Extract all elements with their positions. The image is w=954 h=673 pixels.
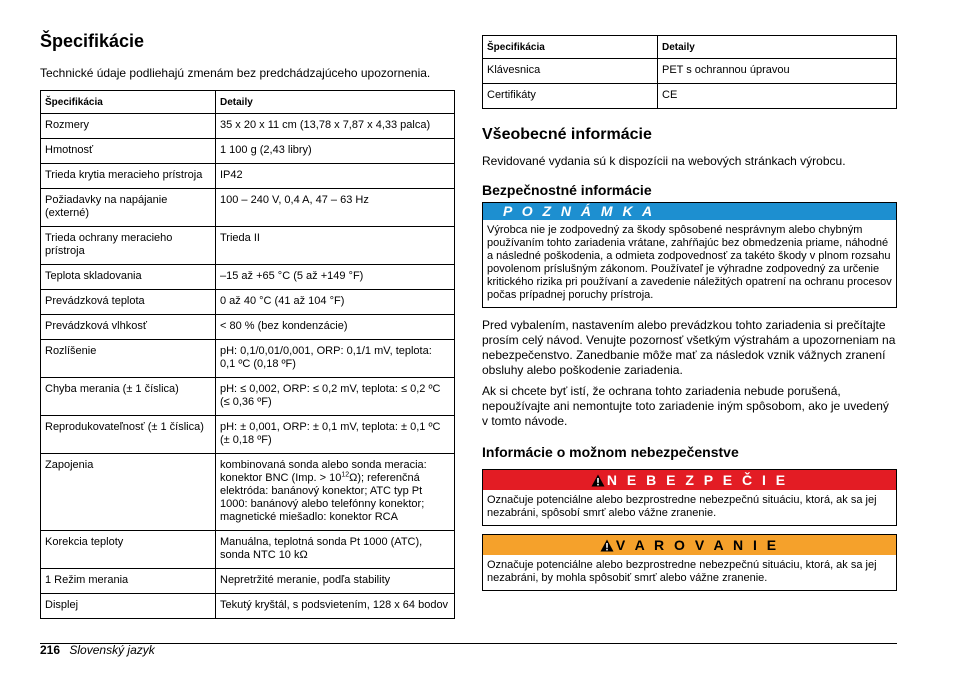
table-header-details: Detaily xyxy=(658,36,897,59)
specifications-table-continued xyxy=(482,35,897,109)
spec-name-cell: Certifikáty xyxy=(483,84,658,109)
table-row xyxy=(41,569,455,594)
spec-detail-cell: 35 x 20 x 11 cm (13,78 x 7,87 x 4,33 palca) xyxy=(216,114,455,139)
right-column xyxy=(482,35,897,599)
danger-text: Označuje potenciálne alebo bezprostredne nebezpečnú situáciu, ktorá, ak sa jej nezabráni, spôsobí smrť alebo vážne zranenie. xyxy=(487,494,877,519)
table-row xyxy=(41,454,455,531)
page-footer xyxy=(40,643,155,657)
table-row xyxy=(41,114,455,139)
danger-header xyxy=(483,470,896,490)
spec-name-cell: Rozlíšenie xyxy=(41,340,216,378)
spec-name-cell: Hmotnosť xyxy=(41,139,216,164)
table-row xyxy=(483,59,897,84)
table-header-spec: Špecifikácia xyxy=(41,91,216,114)
left-column xyxy=(40,30,455,619)
spec-detail-cell xyxy=(216,454,455,531)
specifications-table-body xyxy=(41,114,455,619)
safety-info-heading: Bezpečnostné informácie xyxy=(482,182,652,198)
connections-exponent: 12 xyxy=(341,471,350,479)
spec-name-cell: Prevádzková teplota xyxy=(41,290,216,315)
spec-detail-cell: 100 – 240 V, 0,4 A, 47 – 63 Hz xyxy=(216,189,455,227)
warning-triangle-icon xyxy=(600,538,614,557)
table-row xyxy=(41,531,455,569)
specs-intro: Technické údaje podliehajú zmenám bez predchádzajúceho upozornenia. xyxy=(40,66,431,80)
safety-paragraph-2: Ak si chcete byť istí, že ochrana tohto zariadenia nebude porušená, nepoužívajte ani nemontujte toto zariadenie iným spôsobom, ako je uvedený v tomto návode. xyxy=(482,384,889,428)
table-row xyxy=(41,265,455,290)
spec-name-cell: Trieda krytia meracieho prístroja xyxy=(41,164,216,189)
spec-name-cell: Požiadavky na napájanie (externé) xyxy=(41,189,216,227)
spec-name-cell: Displej xyxy=(41,594,216,619)
spec-name-cell: 1 Režim merania xyxy=(41,569,216,594)
note-text: Výrobca nie je zodpovedný za škody spôsobené nesprávnym alebo chybným používaním tohto zariadenia vrátane, zahŕňajúc bez obmedzenia priame, náhodné a následné poškodenia, a odmieta zodpovednosť za takéto škody v plnom rozsahu povolenom príslušným zákonom. Používateľ je výhradne zodpovedný za určenie kritického rizika pri používaní a zavedenie náležitých opatrení na ochranu procesov počas prípadnej poruchy prístroja. xyxy=(487,224,892,301)
table-row xyxy=(41,416,455,454)
connections-text-end: Ω); referenčná elektróda: banánový konektor; ATC typ Pt 1000: banánový alebo telefónny konektor; magnetické miešadlo: konektor RCA xyxy=(220,472,425,523)
spec-name-cell: Klávesnica xyxy=(483,59,658,84)
table-row xyxy=(41,164,455,189)
table-row xyxy=(41,594,455,619)
general-info-heading: Všeobecné informácie xyxy=(482,126,652,143)
specifications-table-body xyxy=(483,59,897,109)
specifications-table xyxy=(40,90,455,619)
page-title: Špecifikácie xyxy=(40,31,145,51)
note-box xyxy=(482,202,897,308)
spec-detail-cell: Tekutý kryštál, s podsvietením, 128 x 64 bodov xyxy=(216,594,455,619)
warning-triangle-icon xyxy=(591,473,605,492)
danger-box xyxy=(482,469,897,526)
table-row xyxy=(41,227,455,265)
spec-detail-cell: pH: 0,1/0,01/0,001, ORP: 0,1/1 mV, teplota: 0,1 ºC (0,18 ºF) xyxy=(216,340,455,378)
table-header-details: Detaily xyxy=(216,91,455,114)
table-row xyxy=(41,189,455,227)
spec-detail-cell: pH: ≤ 0,002, ORP: ≤ 0,2 mV, teplota: ≤ 0,2 ºC (≤ 0,36 ºF) xyxy=(216,378,455,416)
warning-label: V A R O V A N I E xyxy=(615,537,780,553)
table-row xyxy=(483,84,897,109)
table-header-row xyxy=(41,91,455,114)
spec-detail-cell: CE xyxy=(658,84,897,109)
hazard-info-heading: Informácie o možnom nebezpečenstve xyxy=(482,444,739,460)
spec-name-cell: Reprodukovateľnosť (± 1 číslica) xyxy=(41,416,216,454)
warning-box xyxy=(482,534,897,591)
spec-detail-cell: pH: ± 0,001, ORP: ± 0,1 mV, teplota: ± 0,1 ºC (± 0,18 ºF) xyxy=(216,416,455,454)
spec-detail-cell: Manuálna, teplotná sonda Pt 1000 (ATC), sonda NTC 10 kΩ xyxy=(216,531,455,569)
spec-name-cell: Prevádzková vlhkosť xyxy=(41,315,216,340)
spec-name-cell: Korekcia teploty xyxy=(41,531,216,569)
spec-detail-cell: Nepretržité meranie, podľa stability xyxy=(216,569,455,594)
warning-text: Označuje potenciálne alebo bezprostredne nebezpečnú situáciu, ktorá, ak sa jej nezabráni, by mohla spôsobiť smrť alebo vážne zranenie. xyxy=(487,559,877,584)
table-row xyxy=(41,315,455,340)
table-row xyxy=(41,340,455,378)
danger-label: N E B E Z P E Č I E xyxy=(606,472,789,488)
spec-detail-cell: –15 až +65 °C (5 až +149 °F) xyxy=(216,265,455,290)
spec-detail-cell: Trieda II xyxy=(216,227,455,265)
general-info-text: Revidované vydania sú k dispozícii na webových stránkach výrobcu. xyxy=(482,154,846,168)
spec-name-cell: Zapojenia xyxy=(41,454,216,531)
footer-language: Slovenský jazyk xyxy=(69,643,155,657)
spec-detail-cell: 1 100 g (2,43 libry) xyxy=(216,139,455,164)
table-header-row xyxy=(483,36,897,59)
table-header-spec: Špecifikácia xyxy=(483,36,658,59)
table-row xyxy=(41,378,455,416)
spec-name-cell: Rozmery xyxy=(41,114,216,139)
spec-name-cell: Trieda ochrany meracieho prístroja xyxy=(41,227,216,265)
safety-paragraph-1: Pred vybalením, nastavením alebo prevádzkou tohto zariadenia si prečítajte prosím celý návod. Venujte pozornosť všetkým výstrahám a upozorneniam na nebezpečenstvo. Zanedbanie môže mať za následok vznik vážnych zranení obsluhy alebo poškodenie zariadenia. xyxy=(482,318,896,377)
spec-detail-cell: 0 až 40 °C (41 až 104 °F) xyxy=(216,290,455,315)
spec-detail-cell: PET s ochrannou úpravou xyxy=(658,59,897,84)
spec-name-cell: Chyba merania (± 1 číslica) xyxy=(41,378,216,416)
spec-detail-cell: < 80 % (bez kondenzácie) xyxy=(216,315,455,340)
page-number: 216 xyxy=(40,643,61,657)
warning-header xyxy=(483,535,896,555)
table-row xyxy=(41,290,455,315)
note-label: P O Z N Á M K A xyxy=(483,203,896,220)
connections-text-start: kombinovaná sonda alebo sonda meracia: konektor BNC (Imp. > 10 xyxy=(220,459,427,484)
spec-name-cell: Teplota skladovania xyxy=(41,265,216,290)
spec-detail-cell: IP42 xyxy=(216,164,455,189)
footer-rule xyxy=(40,643,897,644)
table-row xyxy=(41,139,455,164)
